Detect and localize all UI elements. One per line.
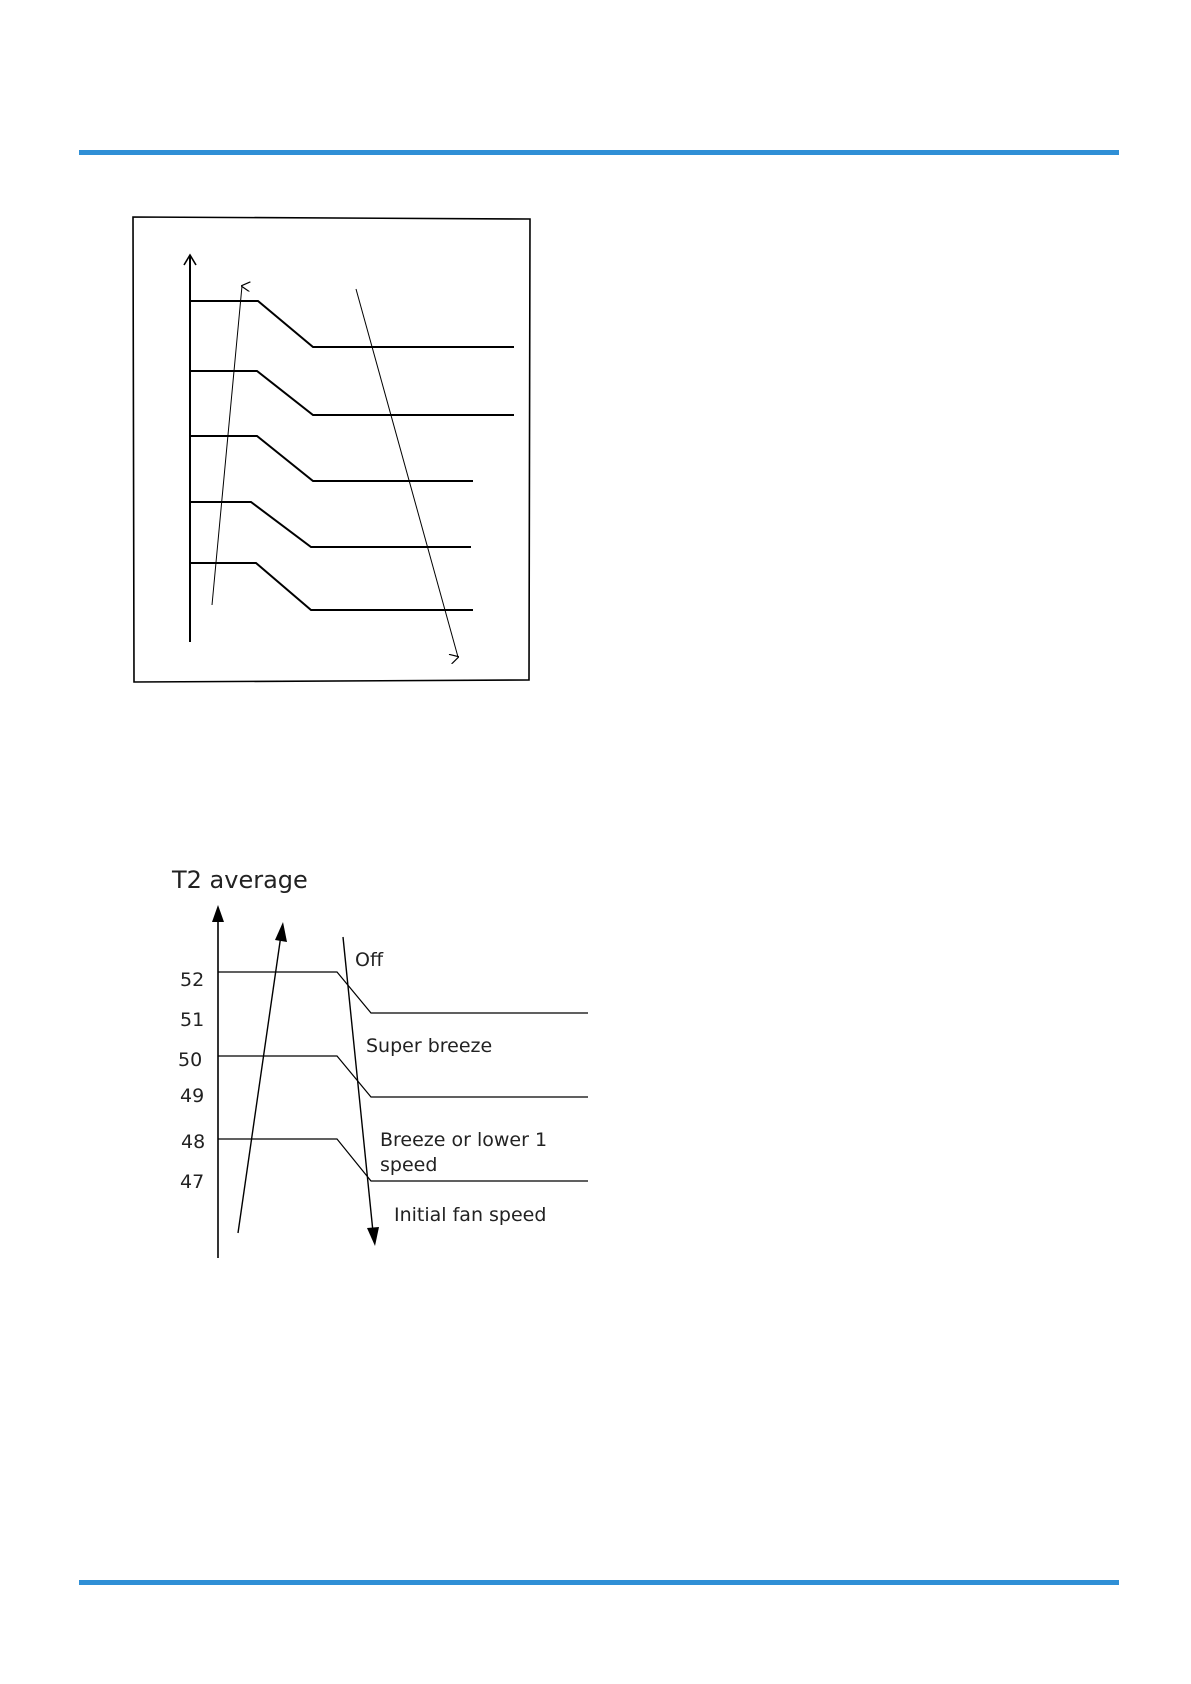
tick-label-49: 49 — [180, 1085, 205, 1107]
label-super-breeze: Super breeze — [366, 1035, 493, 1057]
diagram-2-axis-arrowhead — [212, 905, 224, 922]
diagram-1-level-5 — [190, 563, 473, 610]
label-initial-fan-speed: Initial fan speed — [394, 1204, 547, 1226]
diagram-1-level-3 — [190, 436, 473, 481]
diagram-1-level-4 — [190, 502, 471, 547]
diagram-2-rising-arrowhead — [275, 922, 287, 942]
diagram-2-level-50 — [218, 1056, 588, 1097]
diagram-1 — [133, 217, 530, 682]
tick-label-52: 52 — [180, 969, 205, 991]
diagram-2-level-52 — [218, 972, 588, 1013]
diagram-1-falling-arrow — [356, 289, 458, 657]
label-off: Off — [355, 949, 384, 971]
diagram-2-falling-arrowhead — [367, 1227, 379, 1246]
diagram-1-frame — [133, 217, 530, 682]
diagram-2 — [171, 866, 588, 1258]
diagram-2-falling-arrow — [343, 937, 373, 1232]
tick-label-47: 47 — [180, 1171, 205, 1193]
diagram-1-level-2 — [190, 371, 514, 415]
diagram-1-rising-arrow — [212, 286, 242, 605]
tick-label-50: 50 — [178, 1049, 203, 1071]
tick-label-51: 51 — [180, 1009, 205, 1031]
label-breeze-line1: Breeze or lower 1 — [380, 1129, 548, 1151]
label-breeze-line2: speed — [380, 1154, 438, 1176]
diagram-2-rising-arrow — [238, 935, 281, 1233]
diagram-2-title: T2 average — [172, 866, 308, 894]
tick-label-48: 48 — [181, 1131, 206, 1153]
